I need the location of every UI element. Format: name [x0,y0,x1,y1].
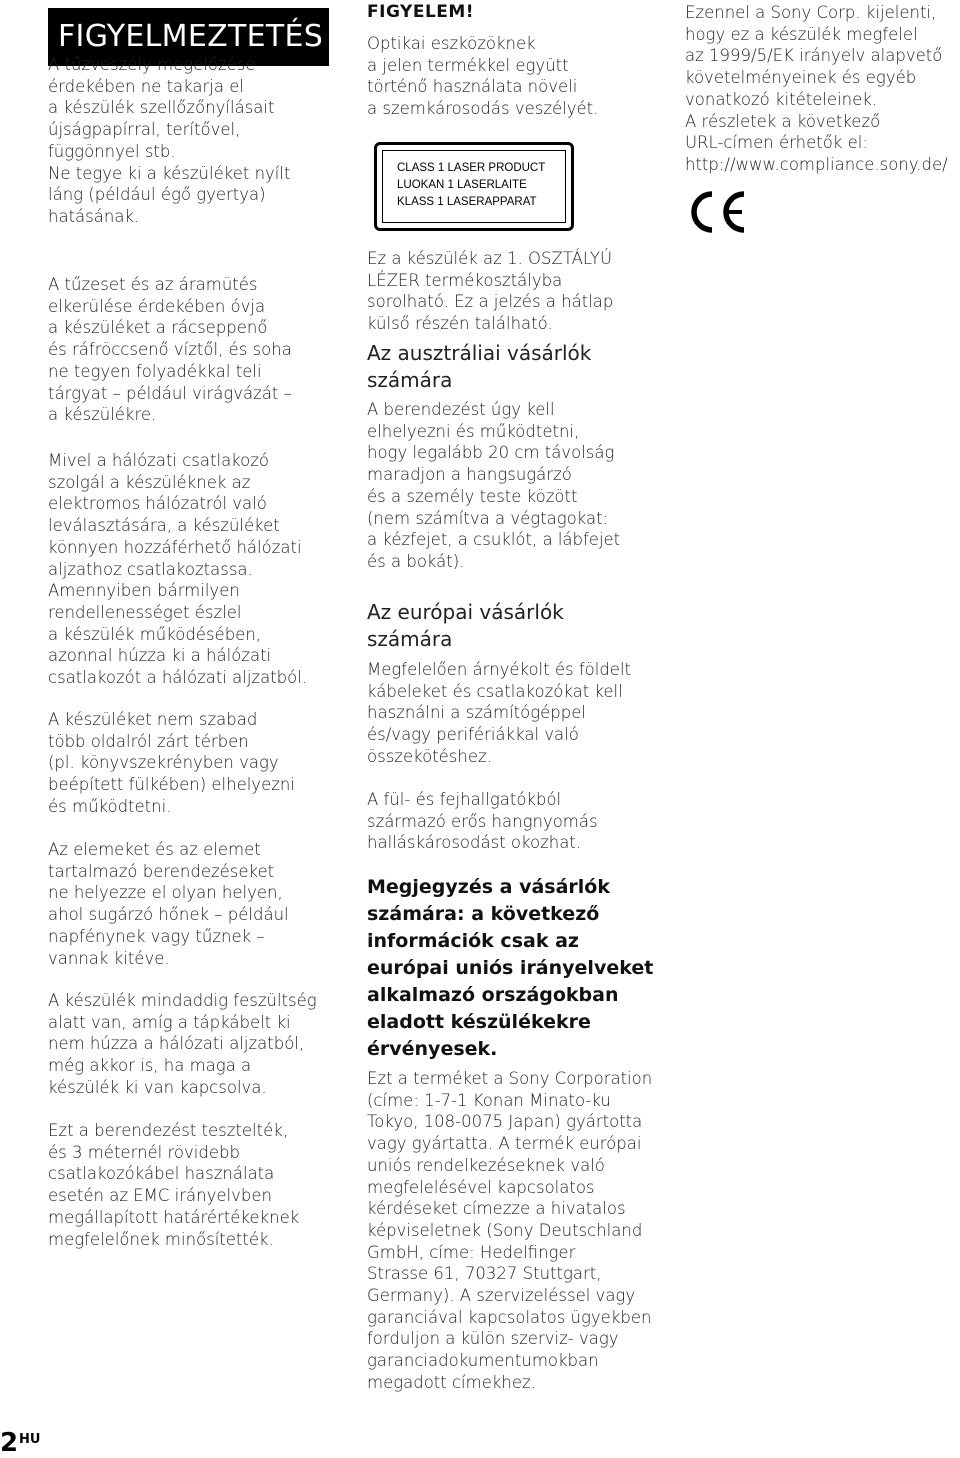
power-cable-paragraph [48,990,317,1099]
text-line: csatlakozót a hálózati aljzatból. [48,668,308,688]
australian-distance-paragraph [367,399,620,573]
laser-class-label [374,142,574,231]
text-line: A részletek a következő [685,111,881,131]
text-line: CLASS 1 LASER PRODUCT [397,162,546,174]
caution-heading: FIGYELEM! [367,2,475,22]
text-line: Strasse 61, 70327 Stuttgart, [367,1264,602,1284]
mains-plug-paragraph [48,450,307,689]
text-line: információk csak az [367,930,579,952]
text-line: Megfelelően árnyékolt és földelt [367,660,632,679]
water-warning-paragraph [48,274,292,426]
text-line: Megjegyzés a vásárlók [367,876,610,898]
battery-heat-paragraph [48,839,289,969]
page-language-code: HU [19,1432,41,1447]
text-line: http://www.compliance.sony.de/ [685,154,948,174]
text-line: leválasztására, a készüléket [48,516,280,536]
text-line: forduljon a külön szerviz- vagy [367,1329,619,1349]
text-line: képviseletnek (Sony Deutschland [367,1220,643,1240]
laser-class-label-text [382,150,566,223]
text-line: megfelelőnek minősítették. [48,1229,274,1249]
text-line: és/vagy perifériákkal való [367,725,579,745]
text-line: megadott címekhez. [367,1372,536,1392]
text-line: és 3 méternél rövidebb [48,1142,240,1162]
text-line: elektromos hálózatról való [48,494,267,514]
text-line: a jelen termékkel együtt [367,55,569,75]
text-line: vagy gyártatta. A termék európai [367,1134,642,1154]
text-line: Ezt a terméket a Sony Corporation [367,1069,653,1088]
text-line: URL-címen érhetők el: [685,133,868,153]
text-line: elhelyezni és működtetni, [367,421,580,441]
text-line: származó erős hangnyomás [367,811,598,831]
text-line: kérdéseket címezze a hivatalos [367,1199,626,1219]
text-line: halláskárosodást okozhat. [367,833,582,853]
text-line: napfénynek vagy tűznek – [48,926,265,946]
text-line: megállapított határértékeknek [48,1207,300,1227]
text-line: számára: a következő [367,903,600,925]
text-line: csatlakozókábel használata [48,1164,275,1184]
text-line: történő használata növeli [367,77,578,97]
text-line: függönnyel stb. [48,141,176,161]
text-line: az 1999/5/EK irányelv alapvető [685,46,943,66]
text-line: Tokyo, 108-0075 Japan) gyártotta [367,1112,643,1132]
page-number: 2 [0,1428,19,1458]
text-line: aljzathoz csatlakoztassa. [48,559,253,579]
text-line: A fül- és fejhallgatókból [367,790,562,809]
text-line: GmbH, címe: Hedelfinger [367,1242,576,1262]
text-line: Az európai vásárlók [367,600,564,624]
text-line: követelményeinek és egyéb [685,68,917,88]
text-line: vannak kitéve. [48,948,170,968]
text-line: Az ausztráliai vásárlók [367,341,592,365]
text-line: és működtetni. [48,796,172,816]
text-line: hogy legalább 20 cm távolság [367,443,615,463]
text-line: a készülék szellőzőnyílásait [48,98,275,118]
text-line: garanciával kapcsolatos ügyekben [367,1307,652,1327]
text-line: (címe: 1-7-1 Konan Minato-ku [367,1090,611,1110]
text-line: érdekében ne takarja el [48,76,244,96]
text-line: Amennyiben bármilyen [48,581,240,601]
text-line: A tűzeset és az áramütés [48,275,258,294]
text-line: összekötéshez. [367,746,492,766]
text-line: A berendezést úgy kell [367,400,555,419]
text-line: még akkor is, ha maga a [48,1056,252,1076]
laser-class-paragraph [367,248,613,335]
text-line: LÉZER termékosztályba [367,270,563,290]
text-line: készülék ki van kapcsolva. [48,1077,267,1097]
declaration-paragraph [685,2,948,176]
text-line: vonatkozó kitételeinek. [685,89,878,109]
text-line: esetén az EMC irányelvben [48,1186,272,1206]
text-line: Ne tegye ki a készüléket nyílt [48,163,291,183]
text-line: sorolható. Ez a jelzés a hátlap [367,292,614,312]
text-line: és a bokát). [367,551,465,571]
text-line: (pl. könyvszekrényben vagy [48,753,279,773]
text-line: európai uniós irányelveket [367,957,654,979]
text-line: hatásának. [48,206,140,226]
australian-customers-heading [367,340,591,394]
text-line: Ez a készülék az 1. OSZTÁLYÚ [367,249,613,268]
text-line: A készüléket nem szabad [48,710,258,729]
text-line: láng (például égő gyertya) [48,185,266,205]
text-line: A tűzveszély megelőzése [48,55,256,74]
text-line: nem húzza a hálózati aljzatból, [48,1034,305,1054]
text-line: számára [367,627,453,651]
text-line: külső részén található. [367,314,553,334]
shielded-cables-paragraph [367,659,631,768]
text-line: A készülék mindaddig feszültség [48,991,317,1010]
text-line: alatt van, amíg a tápkábelt ki [48,1012,291,1032]
text-line: a készüléket a rácseppenő [48,318,268,338]
ce-mark-icon [686,188,748,236]
text-line: tárgyat – például virágvázát – [48,383,292,403]
text-line: számára [367,368,453,392]
text-line: a szemkárosodás veszélyét. [367,99,599,119]
text-line: Germany). A szervizeléssel vagy [367,1286,636,1306]
text-line: megfelelésével kapcsolatos [367,1177,595,1197]
text-line: LUOKAN 1 LASERLAITE [397,179,527,191]
text-line: garanciadokumentumokban [367,1351,599,1371]
text-line: eladott készülékekre [367,1011,591,1033]
text-line: használni a számítógéppel [367,703,586,723]
text-line: a készülékre. [48,405,157,425]
text-line: a kézfejet, a csuklót, a lábfejet [367,530,621,550]
text-line: tartalmazó berendezéseket [48,861,275,881]
text-line: elkerülése érdekében óvja [48,296,266,316]
text-line: könnyen hozzáférhető hálózati [48,537,302,557]
text-line: Ezt a berendezést tesztelték, [48,1121,289,1140]
text-line: (nem számítva a végtagokat: [367,508,609,528]
text-line: beépített fülkében) elhelyezni [48,775,295,795]
text-line: ne tegyen folyadékkal teli [48,361,262,381]
text-line: a készülék működésében, [48,624,262,644]
text-line: és ráfröccsenő víztől, és soha [48,340,292,360]
text-line: ne helyezze el olyan helyen, [48,883,283,903]
text-line: Ezennel a Sony Corp. kijelenti, [685,3,937,22]
text-line: rendellenességet észlel [48,602,242,622]
text-line: érvényesek. [367,1038,498,1060]
text-line: azonnal húzza ki a hálózati [48,646,272,666]
text-line: több oldalról zárt térben [48,731,249,751]
text-line: Mivel a hálózati csatlakozó [48,451,270,470]
text-line: KLASS 1 LASERAPPARAT [397,196,537,208]
text-line: szolgál a készüléknek az [48,472,251,492]
text-line: és a személy teste között [367,486,578,506]
text-line: ahol sugárzó hőnek – például [48,905,289,925]
emc-test-paragraph [48,1120,299,1250]
text-line: maradjon a hangsugárzó [367,465,572,485]
hearing-damage-paragraph [367,789,598,854]
text-line: kábeleket és csatlakozókat kell [367,681,623,701]
text-line: uniós rendelkezéseknek való [367,1155,605,1175]
text-line: Az elemeket és az elemet [48,840,261,859]
text-line: újságpapírral, terítővel, [48,120,241,140]
text-line: hogy ez a készülék megfelel [685,24,918,44]
text-line: Optikai eszközöknek [367,34,536,53]
eu-notice-heading [367,874,653,1063]
optical-caution-paragraph [367,33,598,120]
warning-banner: FIGYELMEZTETÉS [48,8,329,66]
text-line: alkalmazó országokban [367,984,619,1006]
sony-manufacturer-paragraph [367,1068,652,1394]
enclosure-paragraph [48,709,295,818]
european-customers-heading [367,599,564,653]
fire-warning-paragraph [48,54,290,228]
